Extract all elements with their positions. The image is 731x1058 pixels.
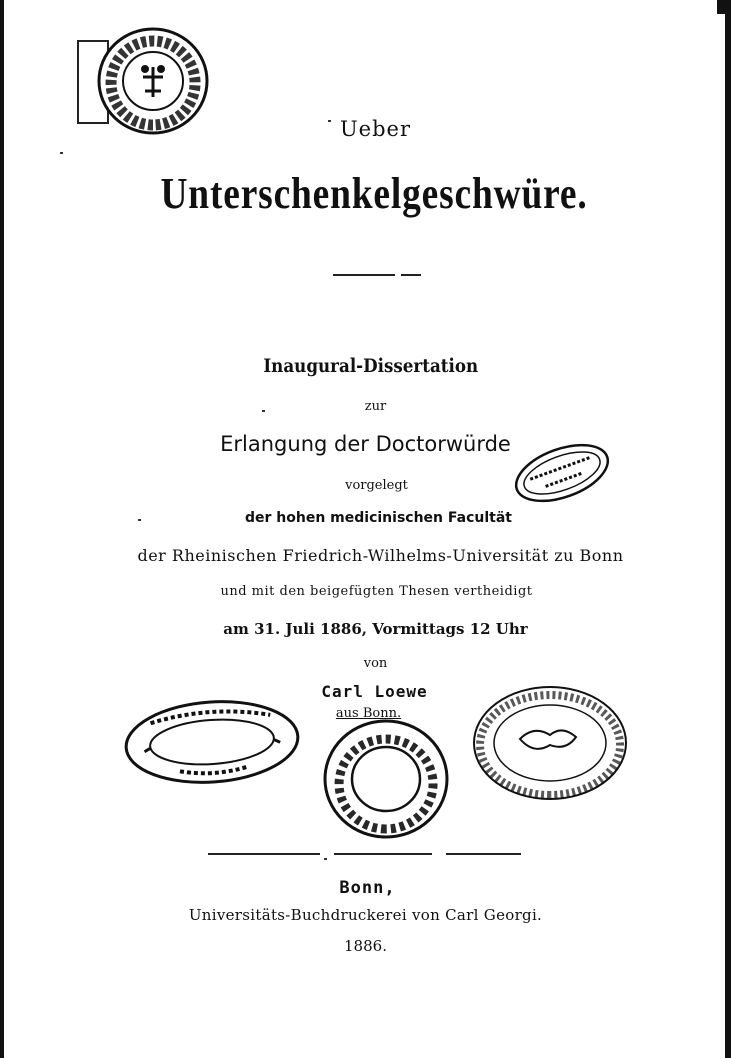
defense-date-line: am 31. Juli 1886, Vormittags 12 Uhr: [223, 620, 528, 638]
scan-border-corner: [717, 0, 725, 14]
university-line: der Rheinischen Friedrich-Wilhelms-Universität zu Bonn: [137, 546, 624, 565]
page-title: Unterschenkelgeschwüre.: [160, 169, 588, 218]
zur-line: zur: [364, 399, 387, 414]
faculty-line: der hohen medicinischen Facultät: [245, 510, 512, 526]
imprint-divider-left: [208, 853, 320, 855]
author-origin: aus Bonn.: [335, 706, 402, 721]
biblioteca-oval-stamp-right: [470, 683, 630, 803]
imprint-divider-center: [334, 853, 432, 855]
dono-round-stamp: [321, 717, 451, 842]
title-divider: [333, 274, 395, 276]
imprint-year: 1886.: [344, 937, 387, 955]
scan-border-left: [0, 0, 4, 1058]
vorgelegt-line: vorgelegt: [345, 478, 408, 493]
erlangung-line: Erlangung der Doctorwürde: [220, 432, 511, 456]
title-preposition: Ueber: [339, 117, 412, 141]
title-divider-tail: [401, 274, 421, 276]
dissertation-heading: Inaugural-Dissertation: [263, 355, 479, 377]
theses-line: und mit den beigefügten Thesen vertheidigt: [220, 584, 533, 599]
imprint-printer: Universitäts-Buchdruckerei von Carl Georgi.: [188, 906, 543, 924]
von-line: von: [363, 656, 388, 671]
author-name: Carl Loewe: [321, 682, 428, 701]
imprint-place: Bonn,: [339, 878, 396, 898]
scan-border-right: [725, 0, 731, 1058]
imprint-divider-right: [446, 853, 521, 855]
